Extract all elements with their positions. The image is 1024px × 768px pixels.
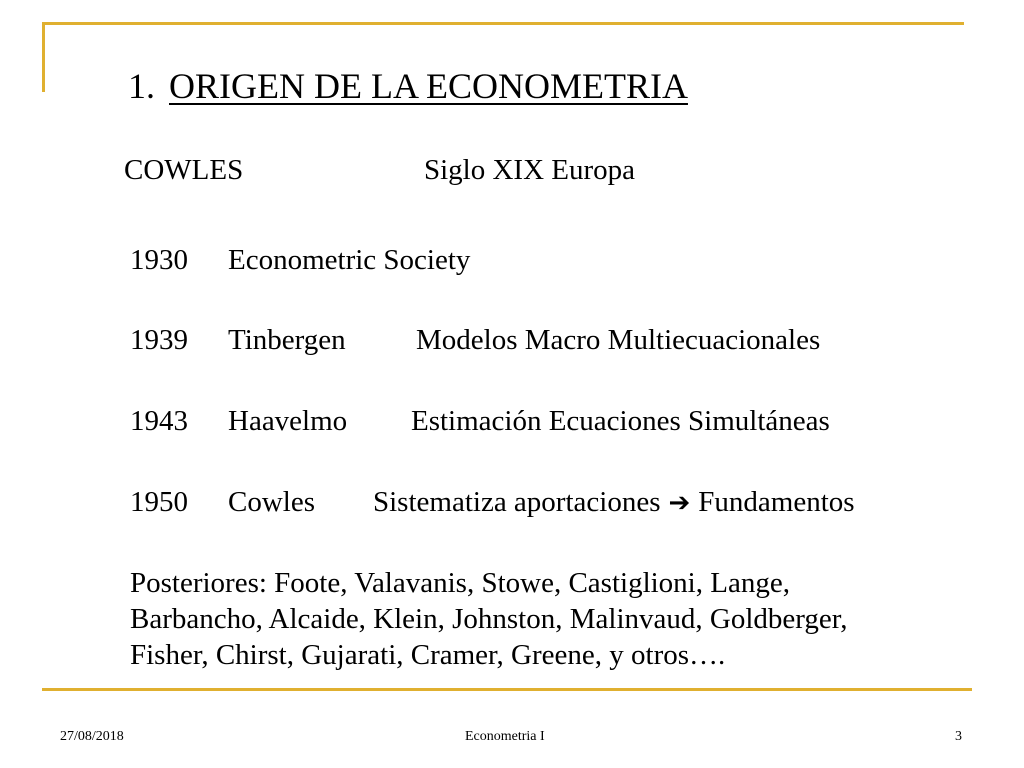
title-text: ORIGEN DE LA ECONOMETRIA [169,66,688,106]
posteriores-line: Posteriores: Foote, Valavanis, Stowe, Castiglioni, Lange, [130,567,790,599]
footer-date: 27/08/2018 [60,729,124,744]
event-1950 [130,484,855,520]
posteriores-paragraph [130,565,848,673]
event-1939 [130,322,821,358]
event-who: Cowles [228,486,315,518]
cowles-note: Siglo XIX Europa [424,154,636,186]
event-what-before: Sistematiza aportaciones [373,486,661,518]
event-what-after: Fundamentos [698,486,855,518]
event-year: 1943 [130,405,188,437]
cowles-label: COWLES [124,154,244,186]
event-who: Haavelmo [228,405,348,437]
frame-top-rule [42,22,964,25]
event-year: 1950 [130,486,188,518]
event-who: Econometric Society [228,244,471,276]
frame-bottom-rule [42,688,972,691]
event-1943 [130,403,830,439]
footer-course: Econometria I [465,729,545,744]
event-what: Modelos Macro Multiecuacionales [416,324,821,356]
frame-left-rule [42,22,45,92]
posteriores-line: Barbancho, Alcaide, Klein, Johnston, Malinvaud, Goldberger, [130,603,848,635]
footer-page-number: 3 [955,729,962,744]
event-what [373,484,855,521]
right-arrow-icon: ➔ [668,488,691,518]
posteriores-line: Fisher, Chirst, Gujarati, Cramer, Greene, y otros…. [130,639,726,671]
event-year: 1939 [130,324,188,356]
event-what: Estimación Ecuaciones Simultáneas [411,405,830,437]
event-who: Tinbergen [228,324,346,356]
event-year: 1930 [130,244,188,276]
title-number: 1. [128,66,155,106]
event-1930 [130,242,470,278]
slide-title [128,60,688,112]
cowles-row [124,152,636,188]
